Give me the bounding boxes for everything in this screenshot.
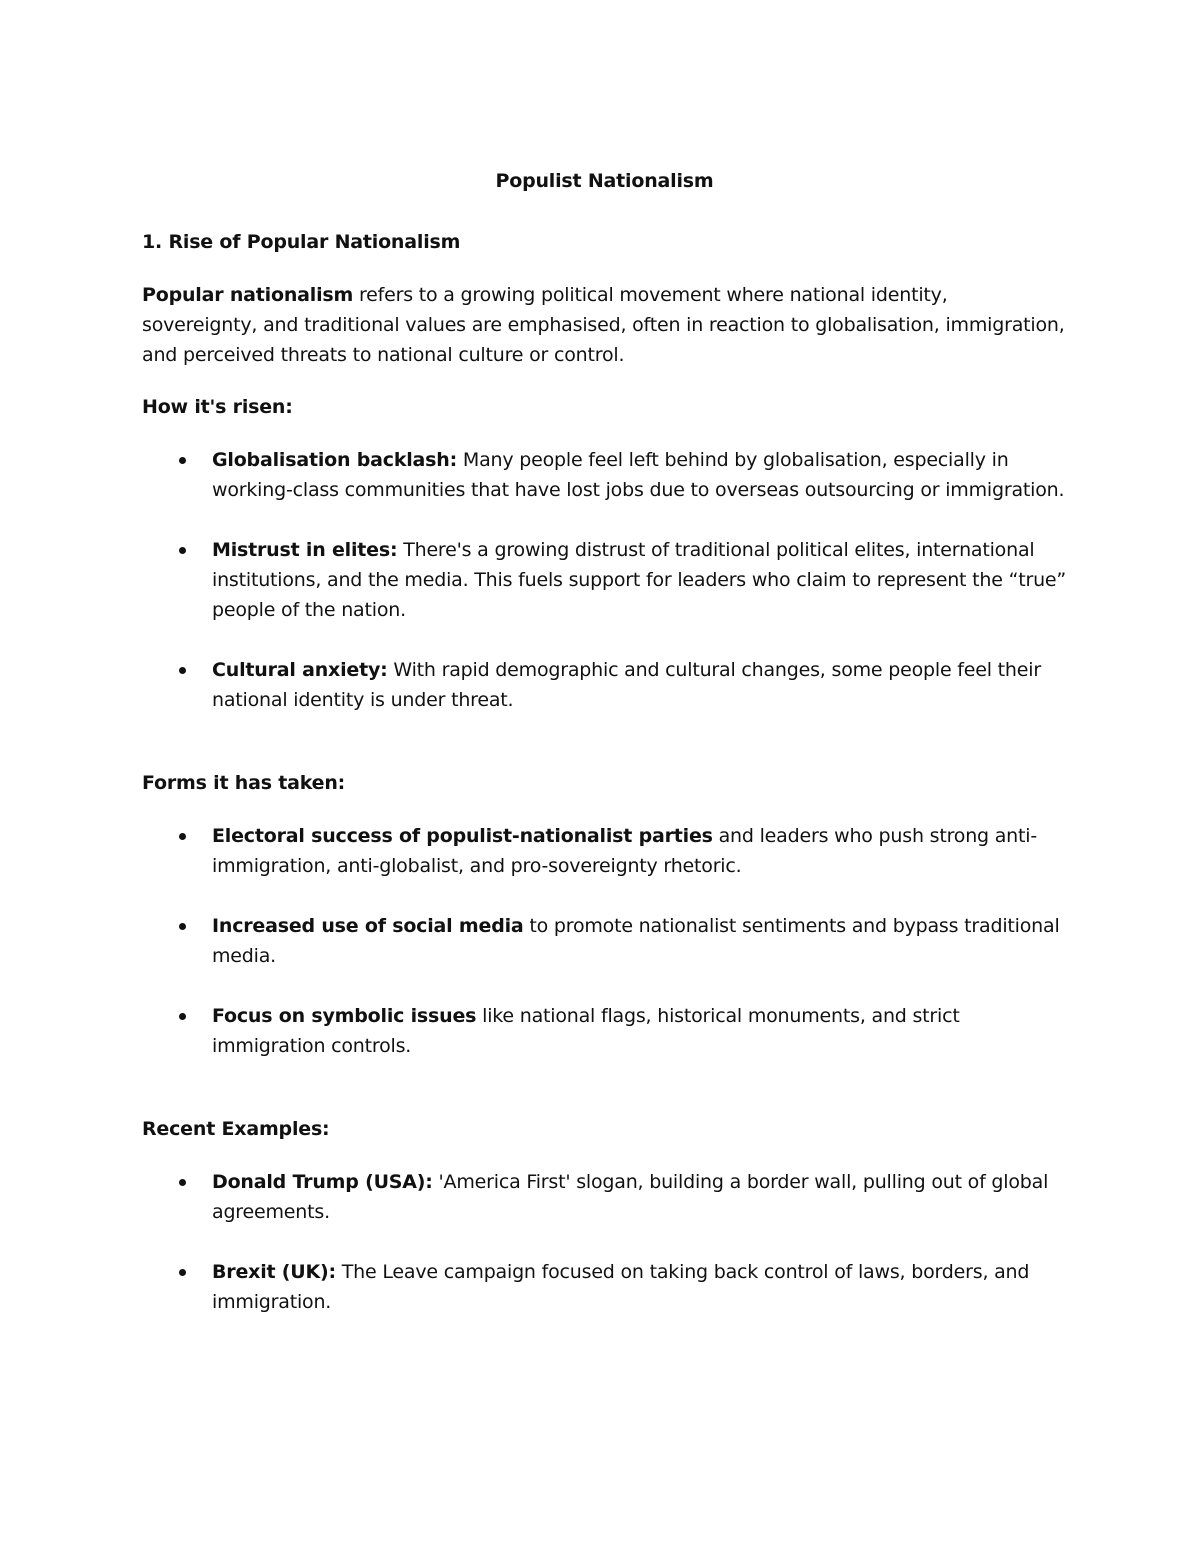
list-item-bold: Electoral success of populist-nationalist parties: [212, 825, 713, 847]
list-item-bold: Globalisation backlash:: [212, 449, 458, 471]
list-item: [142, 1257, 1067, 1317]
bullet-icon: [179, 547, 186, 554]
list-item-text: The Leave campaign focused on taking back control of laws, borders, and immigration.: [212, 1261, 1030, 1313]
list-item-text: 'America First' slogan, building a border wall, pulling out of global agreements.: [212, 1171, 1049, 1223]
list-item: [142, 821, 1067, 881]
list-item-bold: Increased use of social media: [212, 915, 524, 937]
list-item: [142, 1001, 1067, 1061]
examples-list: [142, 1167, 1067, 1317]
bullet-icon: [179, 1269, 186, 1276]
bullet-icon: [179, 457, 186, 464]
list-item-text: With rapid demographic and cultural changes, some people feel their national identity is under threat.: [212, 659, 1041, 711]
list-item-bold: Donald Trump (USA):: [212, 1171, 433, 1193]
document-body: [142, 166, 1067, 1347]
list-item: [142, 1167, 1067, 1227]
how-risen-heading: How it's risen:: [142, 396, 293, 418]
bullet-icon: [179, 923, 186, 930]
intro-paragraph: [142, 280, 1067, 370]
bullet-icon: [179, 833, 186, 840]
examples-heading: Recent Examples:: [142, 1118, 330, 1140]
intro-text: refers to a growing political movement where national identity, sovereignty, and traditional values are emphasised, often in reaction to globalisation, immigration, and perceived threats to national culture or control.: [142, 284, 1065, 366]
list-item-bold: Mistrust in elites:: [212, 539, 398, 561]
section-heading: 1. Rise of Popular Nationalism: [142, 231, 461, 253]
list-item: [142, 911, 1067, 971]
forms-list: [142, 821, 1067, 1061]
list-item: [142, 535, 1067, 625]
list-item-text: like national flags, historical monuments, and strict immigration controls.: [212, 1005, 960, 1057]
list-item-text: Many people feel left behind by globalisation, especially in working-class communities that have lost jobs due to overseas outsourcing or immigration.: [212, 449, 1065, 501]
bullet-icon: [179, 1013, 186, 1020]
list-item: [142, 655, 1067, 715]
bullet-icon: [179, 667, 186, 674]
list-item-text: to promote nationalist sentiments and bypass traditional media.: [212, 915, 1060, 967]
list-item-text: There's a growing distrust of traditional political elites, international institutions, and the media. This fuels support for leaders who claim to represent the “true” people of the nation.: [212, 539, 1067, 621]
bullet-icon: [179, 1179, 186, 1186]
forms-heading: Forms it has taken:: [142, 772, 346, 794]
list-item: [142, 445, 1067, 505]
list-item-text: and leaders who push strong anti-immigration, anti-globalist, and pro-sovereignty rhetoric.: [212, 825, 1038, 877]
list-item-bold: Cultural anxiety:: [212, 659, 388, 681]
how-risen-list: [142, 445, 1067, 715]
intro-term: Popular nationalism: [142, 284, 354, 306]
list-item-bold: Brexit (UK):: [212, 1261, 336, 1283]
list-item-bold: Focus on symbolic issues: [212, 1005, 477, 1027]
page-title: Populist Nationalism: [495, 170, 714, 192]
